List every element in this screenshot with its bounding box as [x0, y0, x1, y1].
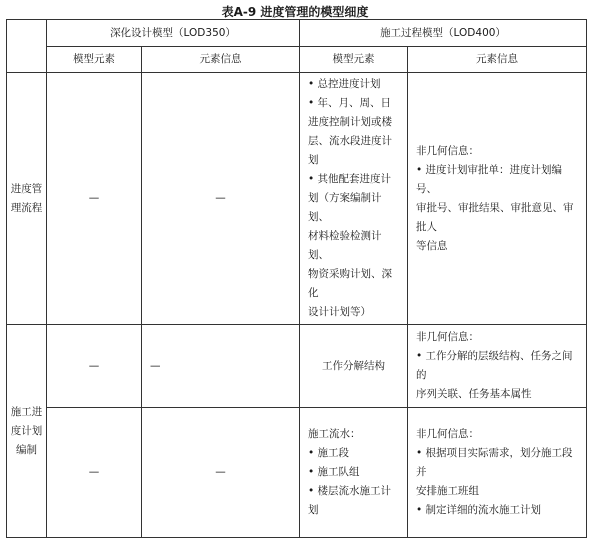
- lod400-element: [300, 325, 408, 408]
- lod350-element: —: [47, 73, 142, 325]
- row-label: 进度管理流程: [7, 73, 47, 325]
- text-line: • 施工队组: [308, 466, 360, 478]
- text-line: • 楼层流水施工计: [308, 485, 392, 497]
- text-line: 非几何信息：: [416, 428, 479, 440]
- corner-cell: [7, 20, 47, 73]
- text-line: 进度控制计划或楼: [308, 116, 392, 128]
- lod350-info: —: [142, 325, 300, 408]
- lod400-element: [300, 408, 408, 538]
- text-line: • 制定详细的流水施工计划: [416, 504, 542, 516]
- text-line: 审批号、审批结果、审批意见、审批人: [416, 201, 574, 233]
- text-line: • 年、月、周、日: [308, 97, 392, 109]
- text-line: 序列关联、任务基本属性: [416, 388, 532, 400]
- text-line: • 根据项目实际需求，划分施工段并: [416, 447, 573, 478]
- header-element-info-1: 元素信息: [142, 47, 300, 73]
- lod400-element: [300, 73, 408, 325]
- table-caption: 表A-9 进度管理的模型细度: [221, 5, 369, 19]
- text-line: 设计计划等）: [308, 306, 371, 318]
- header-lod400: 施工过程模型（LOD400）: [300, 20, 587, 47]
- lod400-info: [408, 408, 587, 538]
- lod350-element: —: [47, 325, 142, 408]
- lod350-info: —: [142, 408, 300, 538]
- text-line: • 其他配套进度计: [308, 173, 392, 185]
- text-line: • 工作分解的层级结构、任务之间的: [416, 350, 573, 381]
- text-line: 物资采购计划、深化: [308, 268, 392, 299]
- lod350-element: —: [47, 408, 142, 538]
- header-model-element-2: 模型元素: [300, 47, 408, 73]
- header-model-element-1: 模型元素: [47, 47, 142, 73]
- text-line: • 进度计划审批单：进度计划编号、: [416, 163, 563, 195]
- text-line: 划: [308, 504, 319, 516]
- lod400-info: [408, 73, 587, 325]
- lod400-info: [408, 325, 587, 408]
- header-lod350: 深化设计模型（LOD350）: [47, 20, 300, 47]
- lod350-info: —: [142, 73, 300, 325]
- header-element-info-2: 元素信息: [408, 47, 587, 73]
- text-line: 等信息: [416, 239, 448, 252]
- table-row: [7, 73, 587, 325]
- text-line: 材料检验检测计划、: [308, 230, 382, 261]
- text-line: 非几何信息：: [416, 144, 479, 157]
- text-line: 层、流水段进度计划: [308, 135, 392, 166]
- model-detail-table: [6, 19, 587, 538]
- text-line: 工作分解结构: [322, 359, 385, 372]
- row-label: 施工进度计划编制: [7, 325, 47, 538]
- table-row: [7, 325, 587, 408]
- text-line: • 施工段: [308, 447, 350, 459]
- text-line: 非几何信息：: [416, 331, 479, 343]
- text-line: 施工流水：: [308, 428, 361, 440]
- text-line: • 总控进度计划: [308, 78, 381, 90]
- text-line: 安排施工班组: [416, 485, 479, 497]
- text-line: 划（方案编制计划、: [308, 192, 382, 223]
- table-row: [7, 408, 587, 538]
